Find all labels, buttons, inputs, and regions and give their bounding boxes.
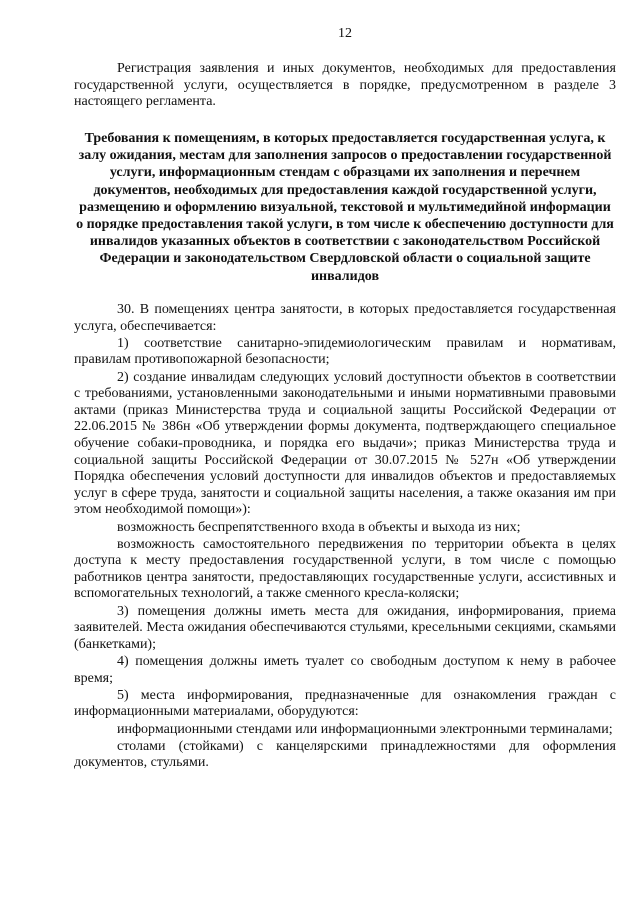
paragraph-item-3: 3) помещения должны иметь места для ожидания, информирования, приема заявителей. Места ожидания обеспечиваются стульями, кресельными секциями, скамьями (банкетками);: [74, 603, 616, 652]
paragraph-item-5: 5) места информирования, предназначенные для ознакомления граждан с информационными материалами, оборудуются:: [74, 687, 616, 720]
section-heading: Требования к помещениям, в которых предоставляется государственная услуга, к залу ожидания, местам для заполнения запросов о предоставлении государственной услуги, информационным стендам с образцами их заполнения и перечнем документов, необходимых для предоставления каждой государственной услуги, размещению и оформлению визуальной, текстовой и мультимедийной информации о порядке предоставления такой услуги, в том числе к обеспечению доступности для инвалидов указанных объектов в соответствии с законодательством Российской Федерации и законодательством Свердловской области о социальной защите инвалидов: [76, 131, 614, 284]
paragraph-item-4: 4) помещения должны иметь туалет со свободным доступом к нему в рабочее время;: [74, 654, 616, 686]
paragraph-tables: столами (стойками) с канцелярскими принадлежностями для оформления документов, стульями.: [74, 738, 616, 771]
page-number: 12: [338, 26, 352, 41]
paragraph-entrance: возможность беспрепятственного входа в объекты и выхода из них;: [117, 519, 521, 535]
paragraph-item-1: 1) соответствие санитарно-эпидемиологическим правилам и нормативам, правилам противопожарной безопасности;: [74, 335, 616, 368]
intro-paragraph: Регистрация заявления и иных документов, необходимых для предоставления государственной услуги, осуществляется в порядке, предусмотренном в разделе 3 настоящего регламента.: [74, 61, 616, 110]
paragraph-item-2: 2) создание инвалидам следующих условий доступности объектов в соответствии с требованиями, установленными законодательными и иными нормативными правовыми актами (приказ Министерства труда и социальной защиты Российской Федерации от 22.06.2015 № 386н «Об утверждении формы документа, подтверждающего специальное обучение собаки-проводника, и порядка его выдачи»; приказ Министерства труда и социальной защиты Российской Федерации от 30.07.2015 № 527н «Об утверждении Порядка обеспечения условий доступности для инвалидов объектов и предоставляемых услуг в сфере труда, занятости и социальной защиты населения, а также оказания им при этом необходимой помощи»):: [74, 369, 616, 518]
paragraph-movement: возможность самостоятельного передвижения по территории объекта в целях доступа к месту предоставления государственной услуги, в том числе с помощью работников центра занятости, предоставляющих государственные услуги, ассистивных и вспомогательных технологий, а также сменного кресла-коляски;: [74, 536, 616, 602]
body-text: [74, 302, 616, 773]
paragraph-30: 30. В помещениях центра занятости, в которых предоставляется государственная услуга, обеспечивается:: [74, 302, 616, 334]
paragraph-stands: информационными стендами или информационными электронными терминалами;: [117, 721, 613, 737]
